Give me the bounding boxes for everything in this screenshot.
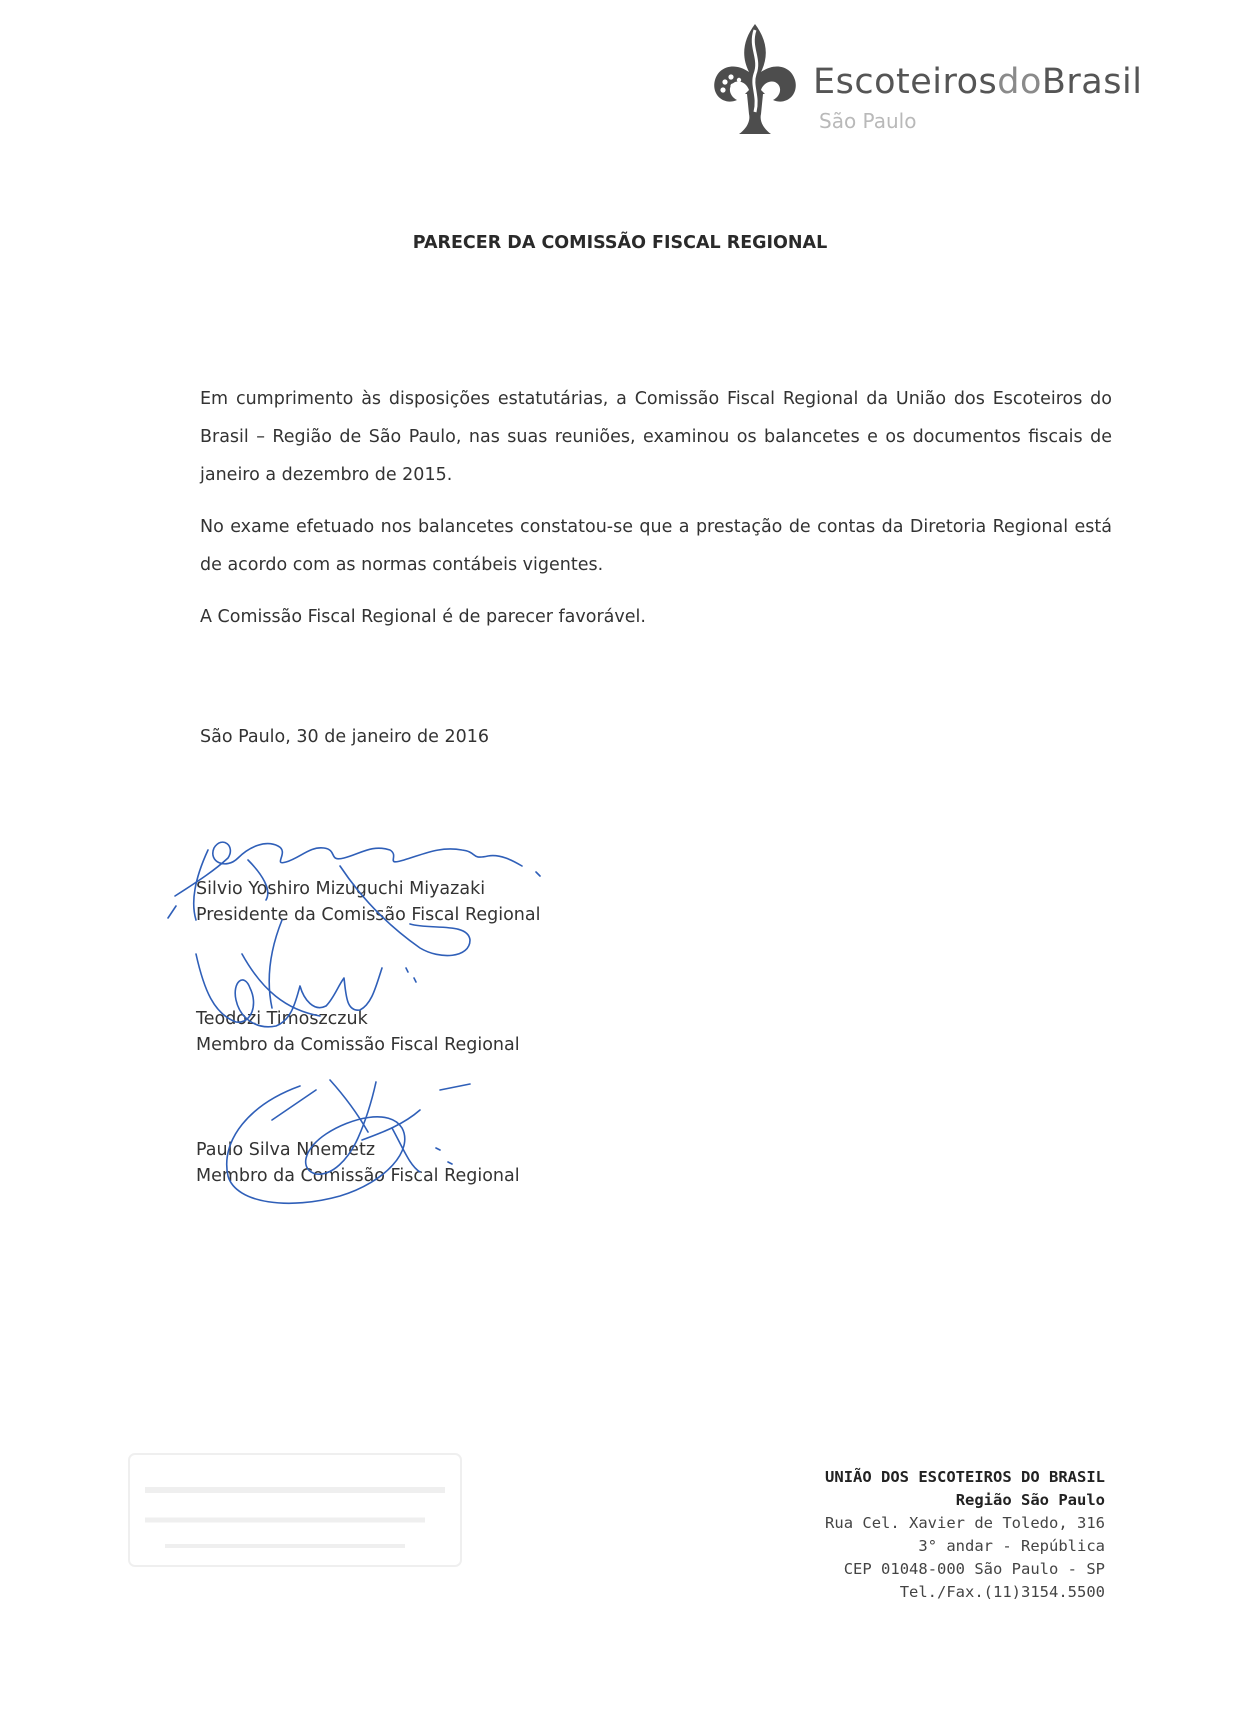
signatory-role: Membro da Comissão Fiscal Regional [196, 1166, 520, 1186]
faint-stamp-mark [125, 1450, 465, 1570]
footer-address-line: Rua Cel. Xavier de Toledo, 316 [825, 1514, 1105, 1532]
signatory-block [196, 1137, 520, 1189]
document-body [200, 380, 1112, 650]
document-title: PARECER DA COMISSÃO FISCAL REGIONAL [412, 233, 828, 253]
footer-phone: Tel./Fax.(11)3154.5500 [899, 1583, 1105, 1601]
signatory-name: Teodozi Timoszczuk [196, 1009, 368, 1029]
brand-logo [705, 22, 1145, 142]
signatory-name: Paulo Silva Nhemetz [196, 1140, 375, 1160]
signatory-name: Silvio Yoshiro Mizuguchi Miyazaki [196, 879, 486, 899]
footer-region: Região São Paulo [955, 1491, 1105, 1509]
footer-address-line: 3° andar - República [918, 1537, 1105, 1555]
footer-org: UNIÃO DOS ESCOTEIROS DO BRASIL [825, 1468, 1105, 1486]
signatory-block [196, 876, 540, 928]
paragraph: No exame efetuado nos balancetes constatou-se que a prestação de contas da Diretoria Regional está de acordo com as normas contábeis vigentes. [200, 517, 1112, 575]
signatory-role: Membro da Comissão Fiscal Regional [196, 1035, 520, 1055]
fleur-de-lis-icon [705, 22, 805, 142]
footer-address [825, 1466, 1105, 1604]
logo-wordmark: EscoteirosdoBrasil [813, 62, 1143, 102]
footer-cep: CEP 01048-000 São Paulo - SP [843, 1560, 1105, 1578]
signatory-role: Presidente da Comissão Fiscal Regional [196, 905, 541, 925]
date-line: São Paulo, 30 de janeiro de 2016 [200, 727, 490, 747]
signatory-block [196, 1006, 520, 1058]
logo-subtitle: São Paulo [819, 109, 917, 133]
paragraph: A Comissão Fiscal Regional é de parecer favorável. [200, 607, 646, 627]
paragraph: Em cumprimento às disposições estatutárias, a Comissão Fiscal Regional da União dos Escoteiros do Brasil – Região de São Paulo, nas suas reuniões, examinou os balancetes e os documentos fiscais de janeiro a dezembro de 2015. [200, 389, 1112, 485]
